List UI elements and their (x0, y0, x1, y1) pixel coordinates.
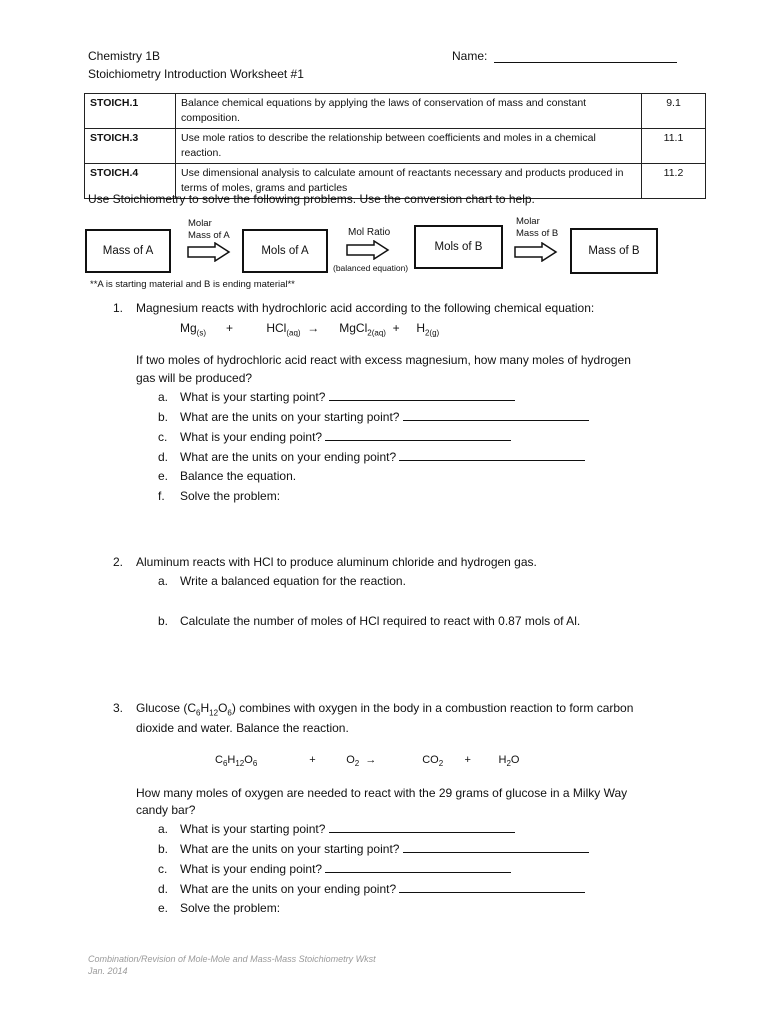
answer-blank[interactable] (329, 821, 515, 833)
answer-blank[interactable] (325, 429, 511, 441)
right-arrow-icon (514, 242, 558, 262)
chart-box-mass-b: Mass of B (570, 228, 658, 274)
q3-text-line2: dioxide and water. Balance the reaction. (136, 721, 349, 735)
table-row (85, 94, 706, 129)
q1-item-b: b. What are the units on your starting point? (158, 409, 589, 424)
right-arrow-icon (346, 240, 390, 260)
right-arrow-icon (187, 242, 231, 262)
q1-item-e: e. Balance the equation. (158, 469, 297, 483)
standard-description: Use mole ratios to describe the relationship between coefficients and moles in a chemical reaction. (176, 129, 642, 164)
q1-item-d: d. What are the units on your ending point? (158, 449, 585, 464)
q1-text: Magnesium reacts with hydrochloric acid according to the following chemical equation: (136, 301, 595, 315)
answer-blank[interactable] (329, 389, 515, 401)
q3-text-line1: Glucose $(C_6H_{12}O_6)$ combines with oxygen in the body in a combustion reaction to form carbon (136, 701, 634, 718)
q1-equation: $Mg_{(s)}$ + HCl$_{(aq)}$ → MgCl$_{2(aq)}$ + $H_{2(g)}$ (180, 321, 440, 338)
instructions: Use Stoichiometry to solve the following problems. Use the conversion chart to help. (88, 192, 535, 206)
name-field[interactable] (494, 50, 677, 63)
chart-label-molar-mass-b: Molar Mass of B (516, 216, 559, 239)
answer-blank[interactable] (399, 881, 585, 893)
worksheet-title: Stoichiometry Introduction Worksheet #1 (88, 67, 304, 81)
q3-item-d: d. What are the units on your ending point? (158, 881, 585, 896)
q2-text: Aluminum reacts with HCl to produce aluminum chloride and hydrogen gas. (136, 555, 537, 569)
q3-item-e: e. Solve the problem: (158, 901, 281, 915)
footer-line2: Jan. 2014 (88, 966, 128, 976)
chart-label-mol-ratio: Mol Ratio (348, 227, 391, 238)
table-row (85, 129, 706, 164)
q2-number: 2. (113, 555, 124, 569)
footer-line1: Combination/Revision of Mole-Mole and Mass-Mass Stoichiometry Wkst (88, 954, 376, 964)
standard-section: 9.1 (642, 94, 706, 129)
q2-item-b: b. Calculate the number of moles of HCl required to react with 0.87 mols of Al. (158, 614, 581, 628)
q1-item-c: c. What is your ending point? (158, 429, 511, 444)
answer-blank[interactable] (403, 409, 589, 421)
q3-number: 3. (113, 701, 124, 715)
answer-blank[interactable] (403, 841, 589, 853)
standard-description: Balance chemical equations by applying the laws of conservation of mass and constant composition. (176, 94, 642, 129)
answer-blank[interactable] (325, 861, 511, 873)
chart-box-mass-a: Mass of A (85, 229, 171, 273)
q1-item-a: a. What is your starting point? (158, 389, 515, 404)
q3-equation: $C_6H_{12}O_6$ + $O_2$ → $CO_2$ + $H_2O$ (215, 754, 520, 769)
course-title: Chemistry 1B (88, 49, 161, 63)
standard-section: 11.1 (642, 129, 706, 164)
standards-table (84, 93, 706, 199)
standard-section: 11.2 (642, 164, 706, 199)
q1-number: 1. (113, 301, 124, 315)
q3-item-b: b. What are the units on your starting point? (158, 841, 589, 856)
standard-code: STOICH.3 (85, 129, 176, 164)
chart-label-molar-mass-a: Molar Mass of A (188, 218, 230, 241)
q3-prompt-line1: How many moles of oxygen are needed to react with the 29 grams of glucose in a Milky Way (136, 786, 628, 800)
q1-prompt-line2: gas will be produced? (136, 371, 253, 385)
chart-box-mols-b: Mols of B (414, 225, 503, 269)
chart-note: **A is starting material and B is ending material** (90, 279, 295, 290)
q2-item-a: a. Write a balanced equation for the reaction. (158, 574, 406, 588)
q1-prompt-line1: If two moles of hydrochloric acid react with excess magnesium, how many moles of hydrogen (136, 353, 631, 367)
q3-prompt-line2: candy bar? (136, 803, 196, 817)
q1-item-f: f. Solve the problem: (158, 489, 281, 503)
standard-code: STOICH.1 (85, 94, 176, 129)
standard-code: STOICH.4 (85, 164, 176, 199)
q3-item-c: c. What is your ending point? (158, 861, 511, 876)
standard-description: Use dimensional analysis to calculate amount of reactants necessary and products produced in terms of moles, grams and particles (176, 164, 642, 199)
chart-box-mols-a: Mols of A (242, 229, 328, 273)
name-label: Name: (452, 49, 488, 63)
answer-blank[interactable] (399, 449, 585, 461)
q3-item-a: a. What is your starting point? (158, 821, 515, 836)
chart-label-balanced-equation: (balanced equation) (333, 263, 409, 273)
